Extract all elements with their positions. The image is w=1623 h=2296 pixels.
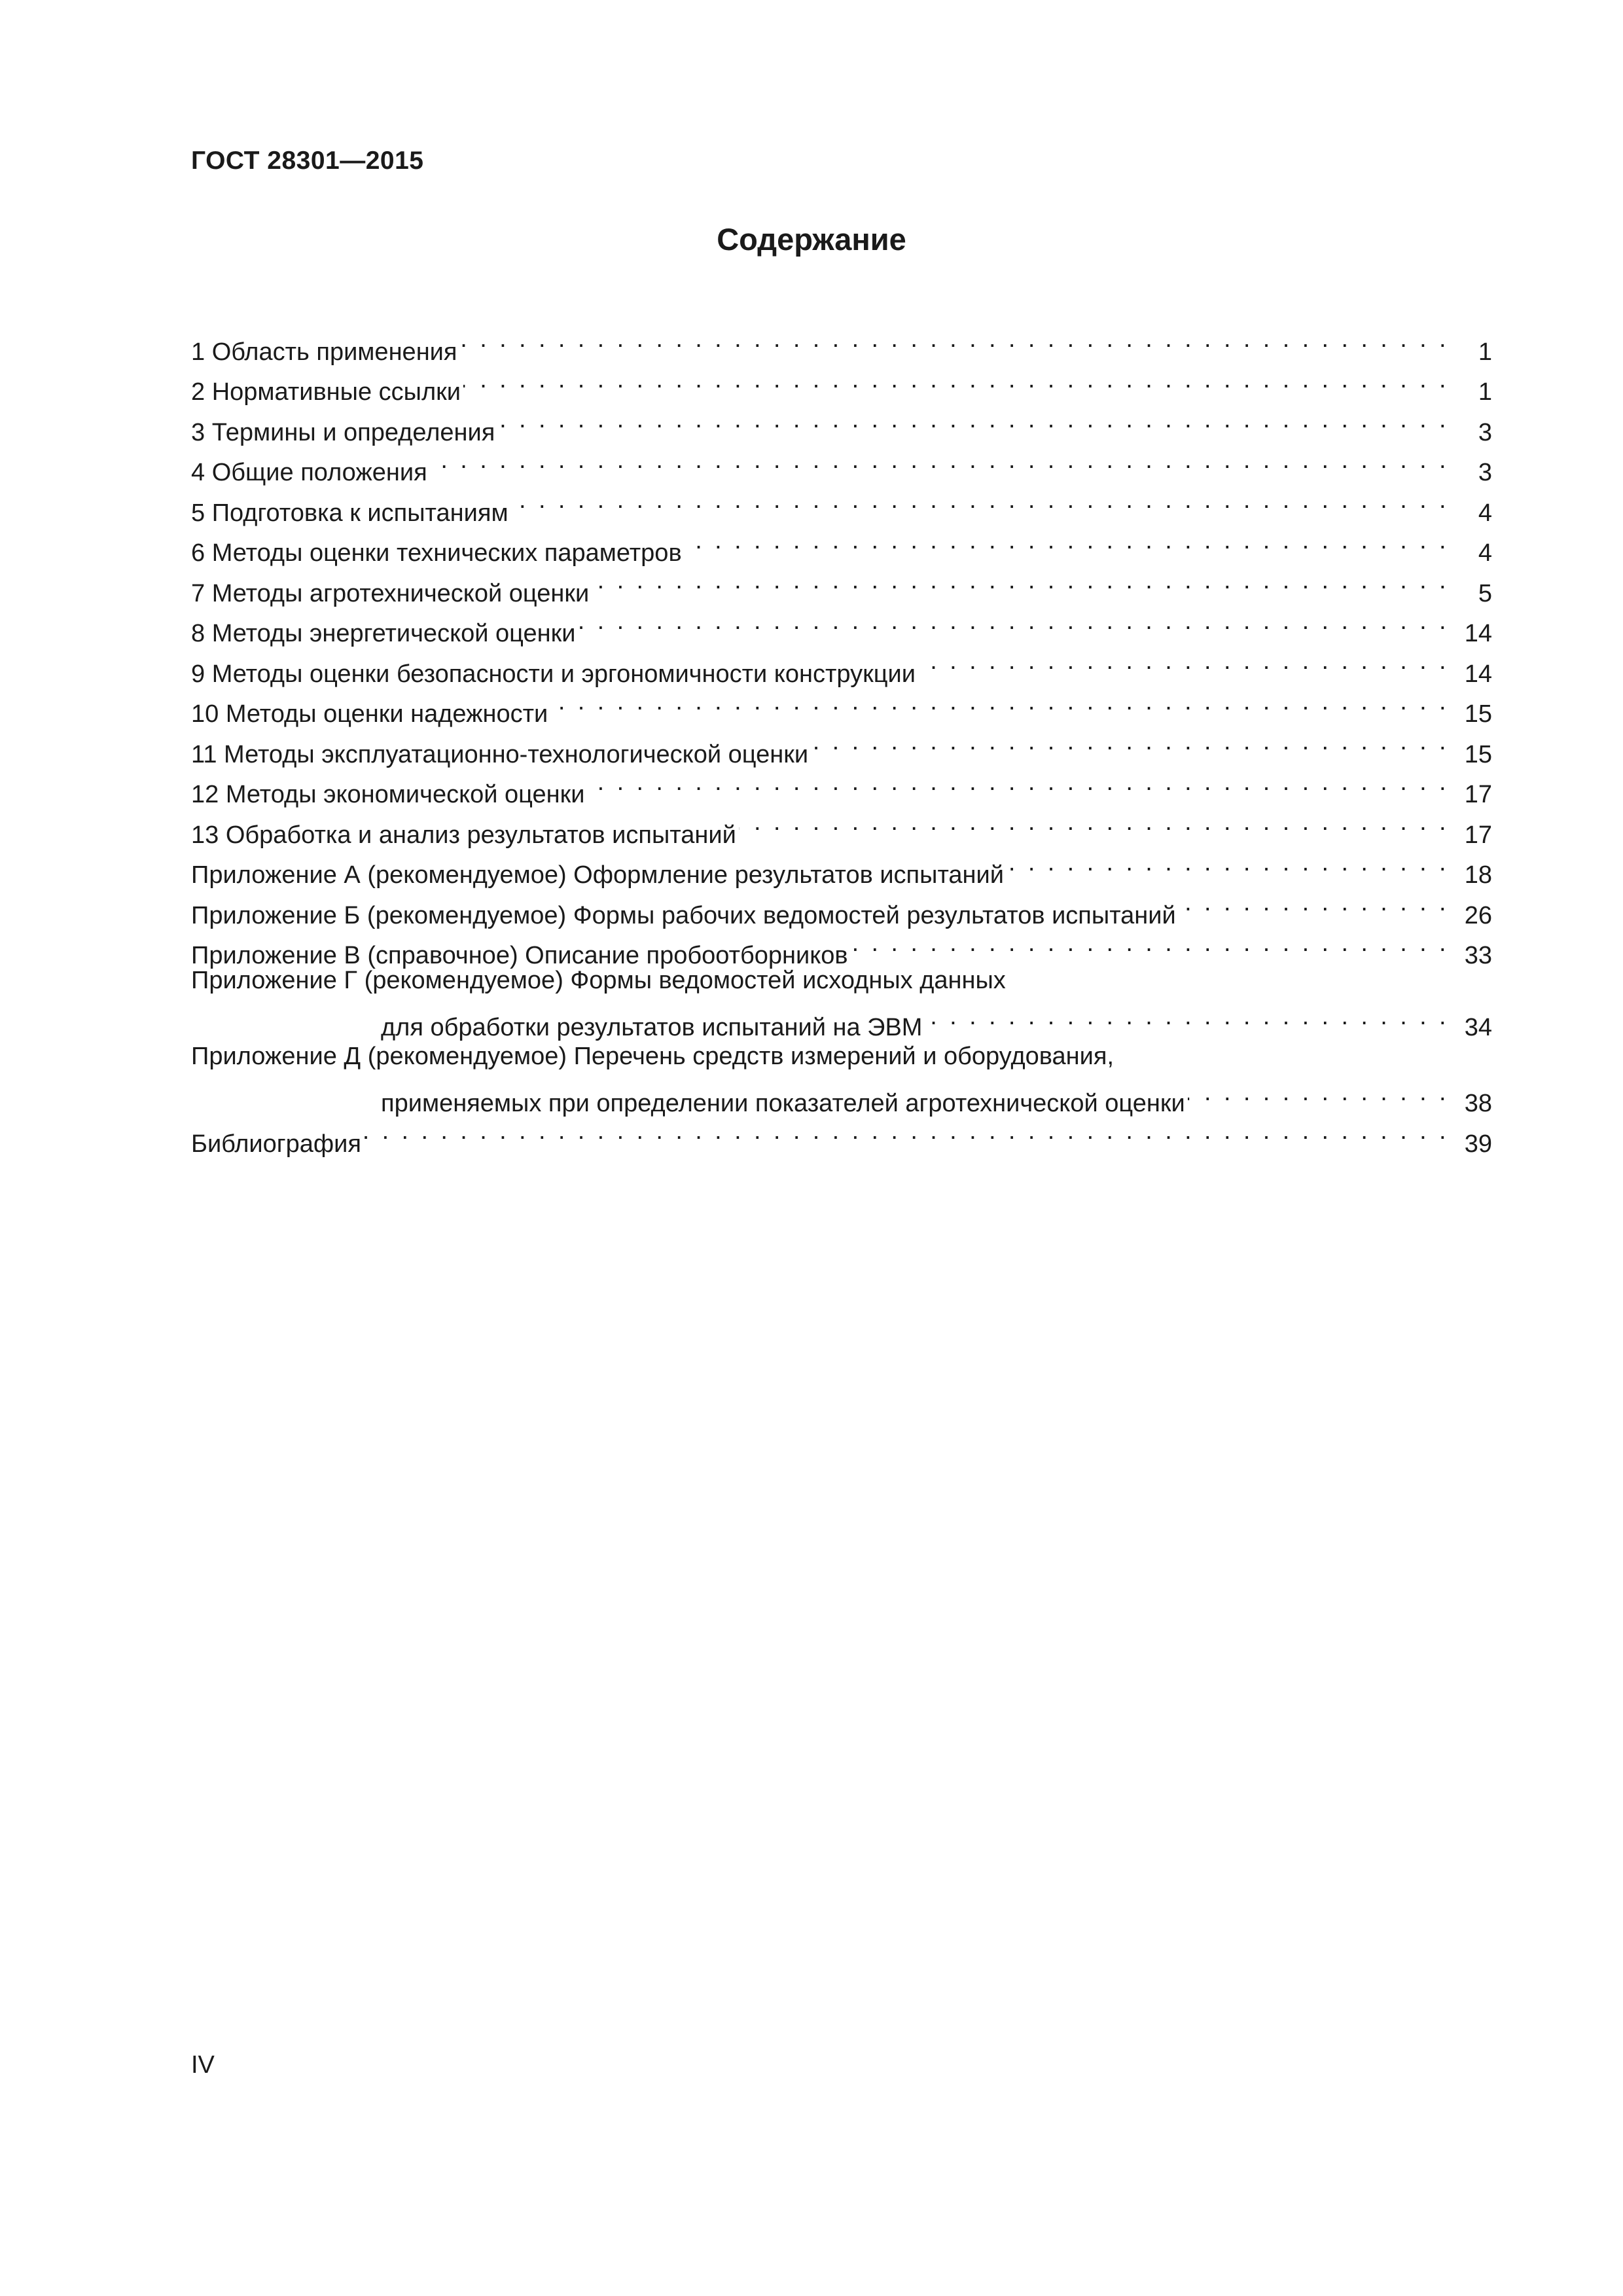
toc-entry-label-continued: для обработки результатов испытаний на ЭВМ bbox=[381, 1014, 923, 1041]
toc-entry-label: 10 Методы оценки надежности bbox=[191, 700, 548, 728]
toc-entry[interactable] bbox=[191, 319, 1492, 366]
toc-dot-leader bbox=[1007, 843, 1449, 884]
toc-entry[interactable] bbox=[191, 1111, 1492, 1158]
toc-entry-multiline[interactable] bbox=[191, 1039, 1492, 1117]
toc-entry-page: 5 bbox=[1478, 579, 1492, 607]
toc-entry-page: 17 bbox=[1464, 781, 1492, 808]
toc-dot-leader bbox=[550, 682, 1449, 723]
toc-dot-leader bbox=[430, 440, 1449, 481]
page-title: Содержание bbox=[717, 222, 906, 257]
toc-entry-continuation bbox=[191, 997, 1492, 1041]
toc-entry-label: 7 Методы агротехнической оценки bbox=[191, 579, 590, 607]
toc-dot-leader bbox=[1188, 1073, 1449, 1111]
toc-entry-page: 39 bbox=[1464, 1130, 1492, 1158]
document-standard-header: ГОСТ 28301—2015 bbox=[191, 147, 424, 175]
toc-entry-label: 9 Методы оценки безопасности и эргономичности конструкции bbox=[191, 660, 916, 688]
toc-entry-label-continued: применяемых при определении показателей агротехнической оценки bbox=[381, 1090, 1185, 1117]
toc-entry-page: 17 bbox=[1464, 821, 1492, 849]
page-number: IV bbox=[191, 2051, 215, 2079]
toc-entry-page: 3 bbox=[1478, 418, 1492, 446]
toc-entry-page: 15 bbox=[1464, 700, 1492, 728]
toc-entry-page: 15 bbox=[1464, 740, 1492, 768]
toc-dot-leader bbox=[511, 480, 1449, 521]
toc-dot-leader bbox=[364, 1111, 1449, 1152]
table-of-contents bbox=[191, 319, 1492, 1158]
toc-dot-leader bbox=[918, 641, 1449, 682]
toc-entry-label: Приложение Г (рекомендуемое) Формы ведомостей исходных данных bbox=[191, 967, 1006, 994]
toc-dot-leader bbox=[463, 360, 1449, 401]
toc-entry-page: 14 bbox=[1464, 620, 1492, 647]
toc-entry-label: Приложение А (рекомендуемое) Оформление результатов испытаний bbox=[191, 861, 1004, 889]
toc-entry-page: 1 bbox=[1478, 338, 1492, 366]
toc-dot-leader bbox=[811, 722, 1449, 762]
toc-entry-page: 14 bbox=[1464, 660, 1492, 688]
toc-entry-page: 3 bbox=[1478, 459, 1492, 486]
toc-dot-leader bbox=[578, 601, 1449, 642]
toc-entry-multiline[interactable] bbox=[191, 963, 1492, 1041]
toc-entry-page: 38 bbox=[1464, 1090, 1492, 1117]
toc-entry-page: 4 bbox=[1478, 539, 1492, 567]
toc-entry-page: 34 bbox=[1464, 1014, 1492, 1041]
toc-entry-page: 26 bbox=[1464, 901, 1492, 929]
toc-entry-label: 3 Термины и определения bbox=[191, 418, 495, 446]
toc-entry-page: 33 bbox=[1464, 942, 1492, 969]
toc-entry-page: 4 bbox=[1478, 499, 1492, 527]
toc-entry-label: 13 Обработка и анализ результатов испытаний bbox=[191, 821, 736, 849]
toc-dot-leader bbox=[497, 400, 1449, 440]
toc-dot-leader bbox=[685, 521, 1449, 562]
toc-dot-leader bbox=[588, 762, 1450, 803]
toc-entry-label: Приложение Б (рекомендуемое) Формы рабочих ведомостей результатов испытаний bbox=[191, 901, 1176, 929]
toc-dot-leader bbox=[739, 802, 1449, 843]
toc-entry-label: 6 Методы оценки технических параметров bbox=[191, 539, 682, 567]
toc-dot-leader bbox=[925, 997, 1449, 1035]
toc-entry-page: 1 bbox=[1478, 378, 1492, 406]
toc-entry-label: 2 Нормативные ссылки bbox=[191, 378, 461, 406]
toc-entry-label: 5 Подготовка к испытаниям bbox=[191, 499, 508, 527]
toc-dot-leader bbox=[851, 924, 1449, 964]
toc-dot-leader bbox=[1179, 883, 1449, 924]
toc-entry-label: 12 Методы экономической оценки bbox=[191, 781, 585, 808]
toc-entry-label: 11 Методы эксплуатационно-технологической оценки bbox=[191, 740, 809, 768]
toc-dot-leader bbox=[459, 319, 1449, 360]
toc-entry-label: 1 Область применения bbox=[191, 338, 457, 366]
toc-entry-continuation bbox=[191, 1073, 1492, 1117]
toc-entry-label: 8 Методы энергетической оценки bbox=[191, 620, 576, 647]
toc-entry-label: Библиография bbox=[191, 1130, 361, 1158]
toc-dot-leader bbox=[592, 561, 1449, 601]
toc-entry-label: Приложение В (справочное) Описание пробоотборников bbox=[191, 942, 848, 969]
toc-entry-label: 4 Общие положения bbox=[191, 459, 427, 486]
toc-entry-page: 18 bbox=[1464, 861, 1492, 889]
toc-entry-label: Приложение Д (рекомендуемое) Перечень средств измерений и оборудования, bbox=[191, 1043, 1115, 1070]
